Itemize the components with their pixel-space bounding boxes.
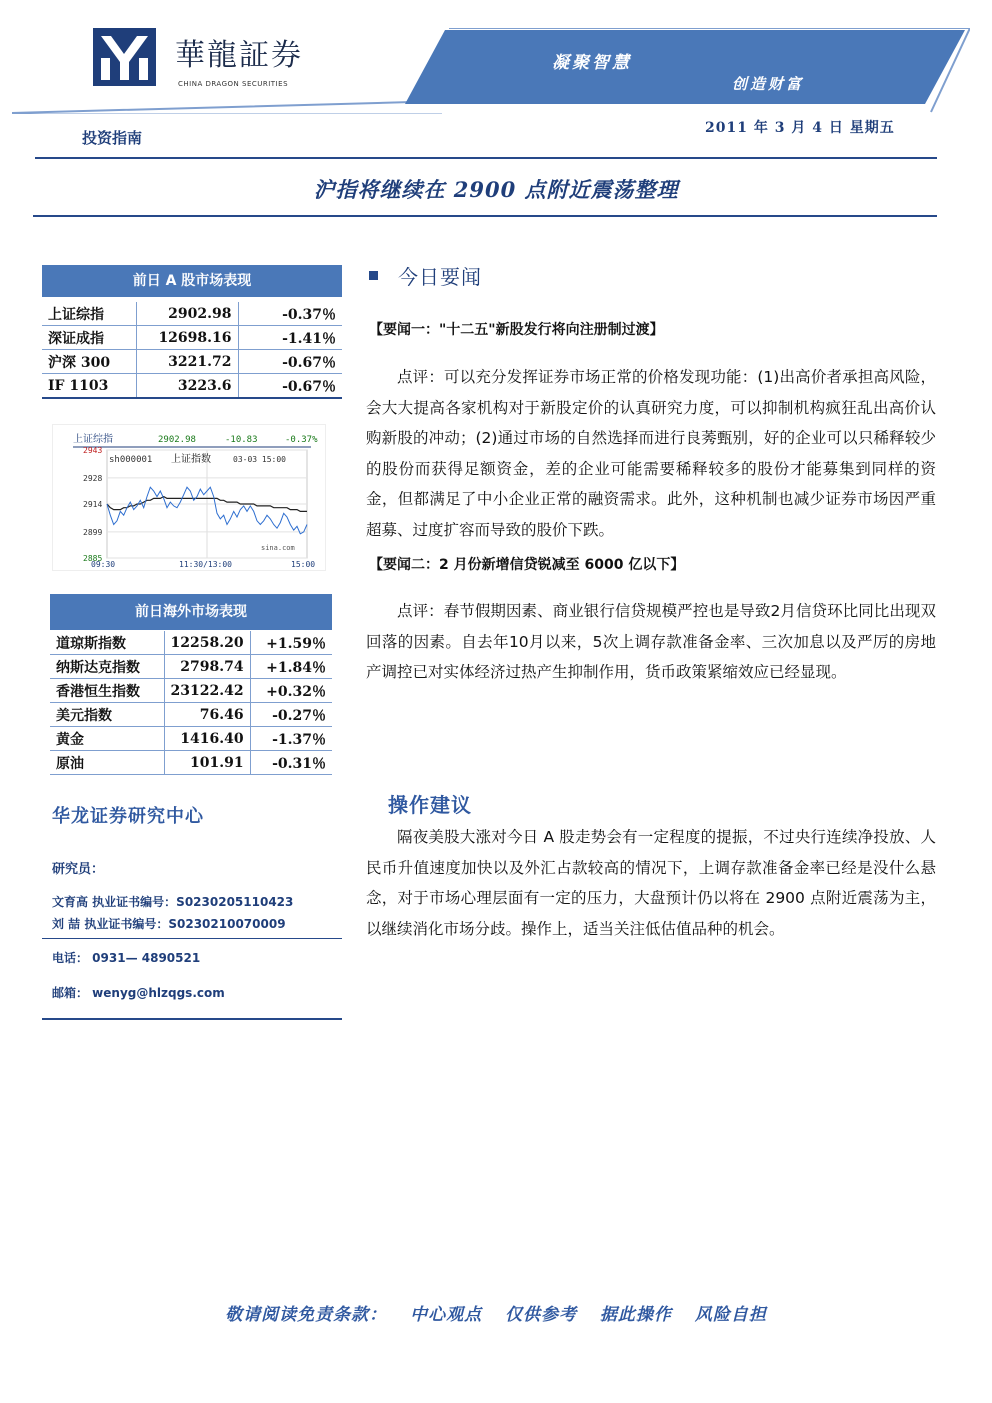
market-name: 道琼斯指数 — [50, 631, 164, 655]
index-value: 2902.98 — [136, 302, 238, 326]
index-name: 深证成指 — [42, 326, 136, 350]
index-change: -1.41％ — [238, 326, 342, 350]
y-tick-label: 2914 — [83, 500, 103, 509]
a-share-box-bottom-rule — [42, 397, 342, 399]
disclaimer-part: 中心观点 — [410, 1305, 483, 1325]
index-change: -0.67％ — [238, 350, 342, 374]
table-row — [50, 679, 332, 703]
market-change: -0.31％ — [250, 751, 332, 775]
researcher-label: 研究员： — [52, 862, 105, 877]
overseas-table — [50, 631, 332, 775]
slogan-line-1: 凝聚智慧 — [552, 53, 632, 73]
table-row — [42, 302, 342, 326]
contact-email: 邮箱： wenyg@hlzqgs.com — [52, 986, 225, 1000]
market-name: 香港恒生指数 — [50, 679, 164, 703]
index-value: 12698.16 — [136, 326, 238, 350]
analyst-1: 文育高 执业证书编号：S0230205110423 — [52, 895, 294, 909]
x-tick-label: 11:30/13:00 — [179, 560, 232, 569]
index-name: IF 1103 — [42, 374, 136, 398]
table-row — [50, 703, 332, 727]
chart-datetime: 03-03 15:00 — [233, 455, 286, 464]
market-value: 101.91 — [164, 751, 250, 775]
x-tick-label: 09:30 — [91, 560, 116, 569]
document-type: 投资指南 — [82, 129, 143, 147]
market-value: 76.46 — [164, 703, 250, 727]
header-divider — [35, 157, 937, 159]
market-change: +1.84％ — [250, 655, 332, 679]
x-tick-label: 15:00 — [291, 560, 316, 569]
table-row — [50, 727, 332, 751]
a-share-table-header: 前日 A 股市场表现 — [42, 265, 342, 297]
slogan-line-2: 创造财富 — [732, 75, 805, 93]
research-center-name: 华龙证券研究中心 — [52, 806, 204, 827]
news-2-title: 【要闻二：2 月份新增信贷锐减至 6000 亿以下】 — [369, 557, 685, 573]
a-share-market-box — [42, 265, 342, 398]
slogan-banner — [405, 28, 970, 114]
chart-header-name: 上证综指 — [73, 434, 113, 445]
table-row — [50, 751, 332, 775]
a-share-table — [42, 302, 342, 398]
report-title: 沪指将继续在 2900 点附近震荡整理 — [313, 177, 679, 202]
table-row — [42, 374, 342, 398]
contact-divider — [42, 938, 342, 939]
contact-bottom-rule — [42, 1018, 342, 1020]
market-value: 1416.40 — [164, 727, 250, 751]
company-logo-subtitle: CHINA DRAGON SECURITIES — [178, 80, 289, 88]
news-2-comment: 点评：春节假期因素、商业银行信贷规模严控也是导致2月信贷环比同比出现双回落的因素。自去年10月以来，5次上调存款准备金率、三次加息以及严厉的房地产调控已对实体经济过热产生抑制作用，货币政策紧缩效应已经显现。 — [366, 602, 936, 681]
analyst-2: 刘 喆 执业证书编号：S0230210070009 — [52, 917, 286, 931]
chart-header-change: -10.83 — [225, 435, 258, 445]
table-row — [50, 631, 332, 655]
y-tick-label: 2885 — [83, 554, 103, 563]
overseas-market-box — [50, 594, 332, 775]
header-decor-line — [12, 100, 442, 114]
table-row — [42, 326, 342, 350]
disclaimer-footer — [0, 1300, 992, 1325]
title-divider — [33, 215, 937, 217]
chart-header-price: 2902.98 — [158, 435, 196, 445]
market-name: 原油 — [50, 751, 164, 775]
overseas-table-header: 前日海外市场表现 — [50, 594, 332, 630]
disclaimer-part: 风险自担 — [694, 1305, 767, 1325]
index-value: 3221.72 — [136, 350, 238, 374]
table-row — [50, 655, 332, 679]
market-change: +1.59％ — [250, 631, 332, 655]
market-name: 黄金 — [50, 727, 164, 751]
chart-title: 上证指数 — [171, 454, 211, 465]
y-tick-label: 2899 — [83, 527, 103, 537]
section-bullet-icon — [369, 271, 378, 280]
market-name: 美元指数 — [50, 703, 164, 727]
market-value: 12258.20 — [164, 631, 250, 655]
index-change: -0.67％ — [238, 374, 342, 398]
report-date: 2011 年 3 月 4 日 星期五 — [705, 120, 895, 136]
disclaimer-part: 仅供参考 — [505, 1305, 577, 1325]
y-tick-label: 2943 — [83, 446, 103, 455]
disclaimer-part: 据此操作 — [599, 1305, 672, 1325]
index-name: 上证综指 — [42, 302, 136, 326]
market-value: 2798.74 — [164, 655, 250, 679]
market-change: +0.32％ — [250, 679, 332, 703]
news-1-title: 【要闻一："十二五"新股发行将向注册制过渡】 — [369, 322, 664, 338]
contact-phone: 电话： 0931— 4890521 — [52, 951, 201, 965]
advice-body: 隔夜美股大涨对今日 A 股走势会有一定程度的提振，不过央行连续净投放、人民币升值速度加快以及外汇占款较高的情况下，上调存款准备金率已经是没什么悬念，对于市场心理层面有一定的压力，大盘预计仍以将在 2900 点附近震荡为主，以继续消化市场分歧。操作上，适当关注低估值品种的机会。 — [366, 828, 936, 938]
company-logo-mark — [93, 28, 156, 86]
market-value: 23122.42 — [164, 679, 250, 703]
news-1-comment: 点评：可以充分发挥证券市场正常的价格发现功能：(1)出高价者承担高风险，会大大提高各家机构对于新股定价的认真研究力度，可以抑制机构疯狂乱出高价认购新股的冲动；(2)通过市场的自然选择而进行良莠甄别，好的企业可以只稀释较少的股份而获得足额资金，差的企业可能需要稀释较多的股份才能募集到同样的资金，但都满足了中小企业正常的融资需求。此外，这种机制也减少证券市场因严重超募、过度扩容而导致的股价下跌。 — [366, 368, 936, 539]
chart-source: sina.com — [261, 544, 295, 552]
chart-header-pct: -0.37% — [285, 435, 318, 445]
chart-code: sh000001 — [109, 455, 153, 465]
news-section-title: 今日要闻 — [398, 265, 482, 289]
company-logo-text: 華龍証券 — [175, 38, 303, 73]
disclaimer-label: 敬请阅读免责条款： — [225, 1305, 388, 1325]
advice-section-title: 操作建议 — [388, 793, 472, 817]
index-name: 沪深 300 — [42, 350, 136, 374]
market-change: -0.27％ — [250, 703, 332, 727]
index-value: 3223.6 — [136, 374, 238, 398]
y-tick-label: 2928 — [83, 473, 103, 483]
market-name: 纳斯达克指数 — [50, 655, 164, 679]
shanghai-intraday-chart — [52, 424, 326, 571]
market-change: -1.37％ — [250, 727, 332, 751]
index-change: -0.37％ — [238, 302, 342, 326]
table-row — [42, 350, 342, 374]
